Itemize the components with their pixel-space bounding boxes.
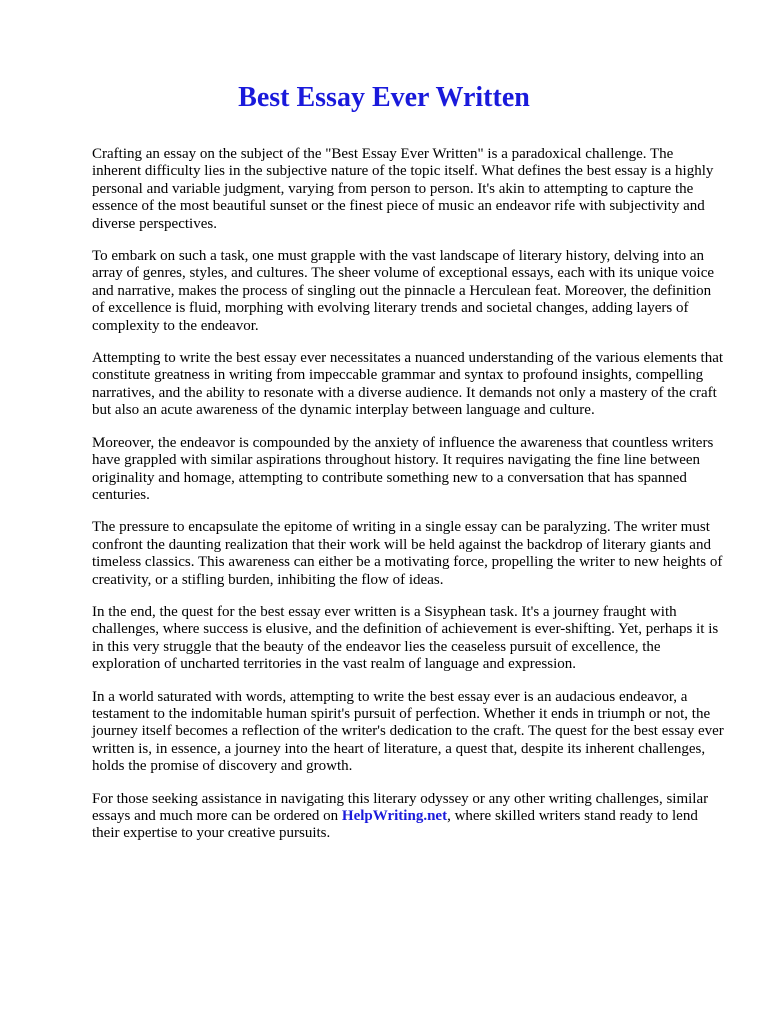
paragraph-4: Moreover, the endeavor is compounded by the anxiety of influence the awareness that countless writers have grappled with similar aspirations throughout history. It requires navigating the fine line between originality and homage, attempting to contribute something new to a conversation that has spanned centuries. (92, 434, 714, 503)
essay-body (92, 146, 724, 858)
closing-text-after-link: , where skilled writers stand ready to lend their expertise to your creative pursuits. (92, 808, 698, 842)
helpwriting-link[interactable]: HelpWriting.net (341, 808, 448, 824)
page-title: Best Essay Ever Written (238, 82, 530, 113)
paragraph-2: To embark on such a task, one must grapple with the vast landscape of literary history, delving into an array of genres, styles, and cultures. The sheer volume of exceptional essays, each with its unique voice and narrative, makes the process of singling out the pinnacle a Herculean feat. Moreover, the definition of excellence is fluid, morphing with evolving literary trends and societal changes, adding layers of complexity to the endeavor. (92, 248, 715, 334)
paragraph-7: In a world saturated with words, attempting to write the best essay ever is an audacious endeavor, a testament to the indomitable human spirit's pursuit of perfection. Whether it ends in triumph or not, the journey itself becomes a reflection of the writer's dedication to the craft. The quest for the best essay ever written is, in essence, a journey into the heart of literature, a quest that, despite its inherent challenges, holds the promise of discovery and growth. (92, 688, 724, 775)
closing-paragraph (92, 791, 724, 843)
paragraph-6: In the end, the quest for the best essay ever written is a Sisyphean task. It's a journey fraught with challenges, where success is elusive, and the definition of achievement is ever-shifting. Yet, perhaps it is in this very struggle that the beauty of the endeavor lies the ceaseless pursuit of excellence, the exploration of uncharted territories in the vast realm of language and expression. (92, 603, 719, 673)
paragraph-5: The pressure to encapsulate the epitome of writing in a single essay can be paralyzing. The writer must confront the daunting realization that their work will be held against the backdrop of literary giants and timeless classics. This awareness can either be a motivating force, propelling the writer to new heights of creativity, or a stifling burden, inhibiting the flow of ideas. (92, 519, 723, 588)
closing-text-before-link: For those seeking assistance in navigating this literary odyssey or any other writing challenges, similar essays and much more can be ordered on (92, 790, 709, 824)
paragraph-3: Attempting to write the best essay ever necessitates a nuanced understanding of the various elements that constitute greatness in writing from impeccable grammar and syntax to profound insights, compelling narratives, and the ability to resonate with a diverse audience. It demands not only a mastery of the craft but also an acute awareness of the dynamic interplay between language and culture. (92, 350, 724, 419)
paragraph-1: Crafting an essay on the subject of the "Best Essay Ever Written" is a paradoxical challenge. The inherent difficulty lies in the subjective nature of the topic itself. What defines the best essay is a highly personal and variable judgment, varying from person to person. It's akin to attempting to capture the essence of the most beautiful sunset or the finest piece of music an endeavor rife with subjectivity and diverse perspectives. (92, 146, 714, 232)
